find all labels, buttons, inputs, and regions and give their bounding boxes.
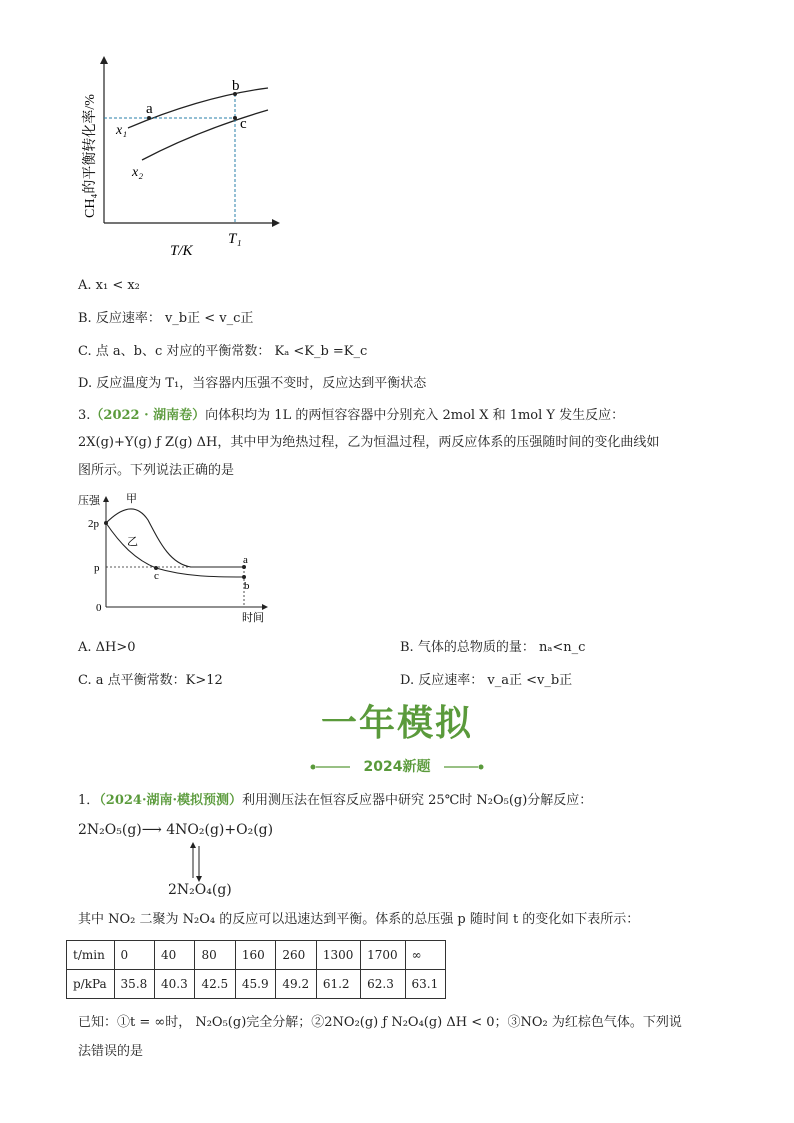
q1-stem-line [78, 791, 592, 811]
x-axis-arrow [272, 219, 280, 227]
q3-stem-line3: 图所示。下列说法正确的是 [78, 463, 235, 478]
y-axis-label: 压强 [78, 495, 100, 507]
y-axis-arrow [103, 496, 109, 502]
q3-option-b[interactable]: B. 气体的总物质的量： nₐ<n_c [400, 640, 586, 655]
curve-x2-label: x₂ [132, 165, 144, 180]
table-cell: 0 [114, 941, 154, 970]
x-axis-label: T/K [170, 243, 193, 259]
tick-T1-label: T₁ [228, 231, 242, 247]
table-cell: 63.1 [405, 970, 446, 999]
curve-yi [106, 523, 244, 577]
table-cell: 40.3 [155, 970, 195, 999]
curve-jia-label: 甲 [126, 493, 137, 505]
q1-number: 1． [78, 793, 100, 808]
q2-option-b[interactable]: B. 反应速率： v_b正 < v_c正 [78, 311, 254, 326]
q3-stem-text: 向体积均为 1L 的两恒容容器中分别充入 2mol X 和 1mol Y 发生反应： [205, 408, 625, 423]
q1-table-intro: 其中 NO₂ 二聚为 N₂O₄ 的反应可以迅速达到平衡。体系的总压强 p 随时间 t 的变化如下表所示： [78, 912, 640, 927]
table-cell: 40 [155, 941, 195, 970]
q2-option-a[interactable]: A. x₁ < x₂ [78, 278, 140, 293]
table-row [67, 941, 446, 970]
graph-ch4-conversion [70, 50, 290, 265]
q3-number: 3. [78, 408, 91, 423]
table-row [67, 970, 446, 999]
q2-option-c[interactable]: C. 点 a、b、c 对应的平衡常数： Kₐ <K_b =K_c [78, 344, 368, 359]
graph-pressure-time [76, 490, 276, 630]
q1-known-line2: 法错误的是 [78, 1044, 144, 1059]
table-cell: ∞ [405, 941, 446, 970]
section-subtitle-bar [310, 757, 484, 777]
q1-known-line1: 已知：①t = ∞时， N₂O₅(g)完全分解；②2NO₂(g) ƒ N₂O₄(g) ΔH < 0；③NO₂ 为红棕色气体。下列说 [78, 1015, 682, 1030]
point-b-dot [242, 575, 246, 579]
table-cell: 61.2 [316, 970, 360, 999]
point-c-label: c [240, 116, 247, 132]
table-cell: 35.8 [114, 970, 154, 999]
q3-source: （2022 · 湖南卷） [90, 408, 206, 423]
table-cell: 62.3 [361, 970, 405, 999]
section-subtitle: 2024新题 [363, 759, 431, 775]
equilibrium-arrows-icon [186, 842, 206, 882]
pressure-time-table [66, 940, 446, 999]
table-cell: p/kPa [67, 970, 115, 999]
point-b-label: b [232, 78, 240, 94]
tick-p: p [94, 562, 100, 574]
y-axis-arrow [100, 56, 108, 64]
equation-main: 2N₂O₅(g)⟶ 4NO₂(g)+O₂(g) [78, 822, 274, 838]
q3-option-a[interactable]: A. ΔH>0 [78, 640, 136, 655]
table-cell: 49.2 [276, 970, 316, 999]
q1-stem-text: 利用测压法在恒容反应器中研究 25℃时 N₂O₅(g)分解反应： [242, 793, 593, 808]
point-c-label: c [154, 570, 159, 582]
table-cell: 80 [195, 941, 235, 970]
x-axis-label: 时间 [242, 612, 264, 624]
table-cell: 42.5 [195, 970, 235, 999]
equation-lower: 2N₂O₄(g) [168, 882, 232, 898]
point-a-label: a [243, 554, 248, 566]
table-cell: 45.9 [235, 970, 275, 999]
x-axis-arrow [262, 604, 268, 610]
table-cell: 1300 [316, 941, 360, 970]
table-cell: 1700 [361, 941, 405, 970]
q2-option-d[interactable]: D. 反应温度为 T₁，当容器内压强不变时，反应达到平衡状态 [78, 376, 427, 391]
tick-2p: 2p [88, 518, 99, 530]
table-cell: t/min [67, 941, 115, 970]
tick-0: 0 [96, 602, 102, 614]
q3-stem-line2: 2X(g)+Y(g) ƒ Z(g) ΔH，其中甲为绝热过程，乙为恒温过程，两反应体系的压强随时间的变化曲线如 [78, 435, 660, 450]
point-c-dot [233, 116, 237, 120]
q3-option-c[interactable]: C. a 点平衡常数：K>12 [78, 673, 223, 688]
point-2p-dot [104, 521, 108, 525]
q3-option-d[interactable]: D. 反应速率： v_a正 <v_b正 [400, 673, 573, 688]
section-title: 一年模拟 [320, 703, 473, 744]
q1-source: （2024·湖南·模拟预测） [99, 793, 243, 808]
table-cell: 160 [235, 941, 275, 970]
q3-stem-line1 [78, 406, 624, 426]
curve-yi-label: 乙 [127, 536, 138, 548]
point-a-label: a [146, 101, 153, 117]
table-cell: 260 [276, 941, 316, 970]
point-b-label: b [244, 580, 250, 592]
y-axis-label: CH₄的平衡转化率/% [83, 94, 98, 218]
curve-x1-label: x₁ [116, 123, 128, 138]
